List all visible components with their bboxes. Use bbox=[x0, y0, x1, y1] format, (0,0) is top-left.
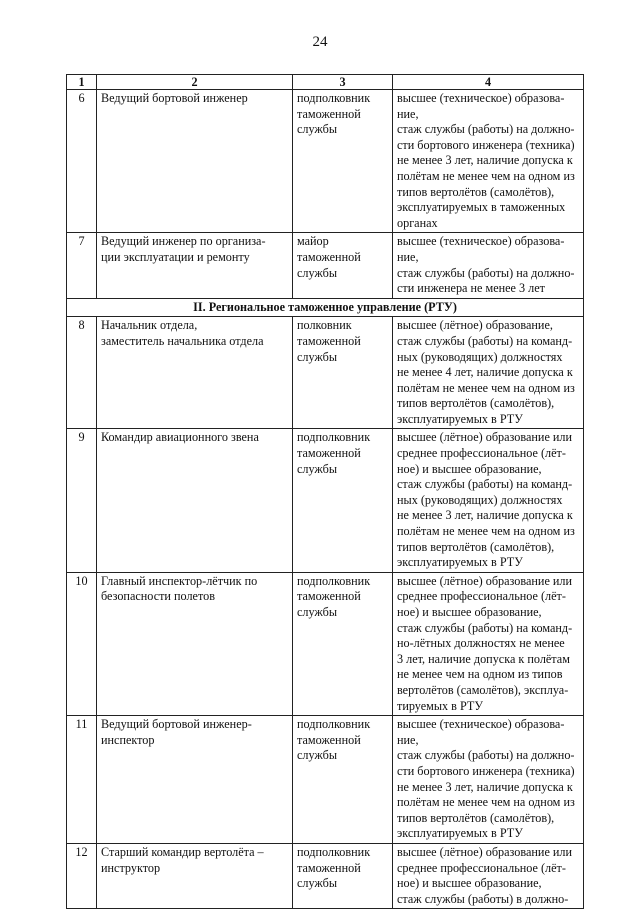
cell-line: ние, bbox=[397, 106, 419, 121]
cell-line: ние, bbox=[397, 732, 419, 747]
cell-line: среднее профессиональное (лёт- bbox=[397, 589, 566, 604]
cell-line: не менее 4 лет, наличие допуска к bbox=[397, 365, 573, 380]
cell-line: но-лётных должностях не менее bbox=[397, 636, 565, 651]
position-cell bbox=[97, 716, 293, 844]
cell-line: высшее (техническое) образова- bbox=[397, 234, 565, 249]
cell-line: тируемых в РТУ bbox=[397, 698, 483, 713]
cell-line: подполковник bbox=[297, 844, 371, 859]
position-cell bbox=[97, 233, 293, 298]
requirements-cell bbox=[393, 90, 584, 233]
row-number: 12 bbox=[67, 843, 97, 908]
cell-line: таможенной bbox=[297, 249, 361, 264]
cell-line: Ведущий бортовой инженер bbox=[101, 91, 248, 105]
cell-line: инструктор bbox=[101, 860, 161, 875]
rank-cell bbox=[293, 716, 393, 844]
cell-line: эксплуатируемых в РТУ bbox=[397, 555, 523, 570]
cell-line: ное) и высшее образование, bbox=[397, 876, 542, 891]
cell-line: сти бортового инженера (техника) bbox=[397, 137, 575, 152]
column-header: 1 bbox=[67, 75, 97, 90]
cell-line: ных (руководящих) должностях bbox=[397, 492, 563, 507]
cell-line: Старший командир вертолёта – bbox=[101, 844, 264, 859]
cell-line: типов вертолётов (самолётов), bbox=[397, 184, 555, 199]
positions-table bbox=[66, 74, 584, 909]
section-row bbox=[67, 298, 584, 317]
table-row bbox=[67, 429, 584, 572]
cell-line: полковник bbox=[297, 318, 352, 333]
table-row bbox=[67, 572, 584, 715]
cell-line: таможенной bbox=[297, 589, 361, 604]
cell-line: высшее (лётное) образование или bbox=[397, 844, 573, 859]
rank-cell bbox=[293, 90, 393, 233]
cell-line: стаж службы (работы) на команд- bbox=[397, 620, 573, 635]
cell-line: ных (руководящих) должностях bbox=[397, 349, 563, 364]
requirements-cell bbox=[393, 716, 584, 844]
cell-line: типов вертолётов (самолётов), bbox=[397, 396, 555, 411]
cell-line: подполковник bbox=[297, 430, 371, 445]
cell-line: сти инженера не менее 3 лет bbox=[397, 281, 545, 296]
rank-cell bbox=[293, 317, 393, 429]
cell-line: таможенной bbox=[297, 860, 361, 875]
cell-line: типов вертолётов (самолётов), bbox=[397, 810, 555, 825]
cell-line: стаж службы (работы) на команд- bbox=[397, 333, 573, 348]
rank-cell bbox=[293, 429, 393, 572]
cell-line: высшее (техническое) образова- bbox=[397, 91, 565, 105]
cell-line: таможенной bbox=[297, 106, 361, 121]
table-row bbox=[67, 843, 584, 908]
requirements-cell bbox=[393, 317, 584, 429]
cell-line: эксплуатируемых в РТУ bbox=[397, 826, 523, 841]
table-row bbox=[67, 90, 584, 233]
cell-line: ное) и высшее образование, bbox=[397, 605, 542, 619]
cell-line: органах bbox=[397, 215, 438, 230]
cell-line: стаж службы (работы) в должно- bbox=[397, 891, 569, 906]
cell-line: инспектор bbox=[101, 732, 155, 747]
column-header: 2 bbox=[97, 75, 293, 90]
cell-line: сти бортового инженера (техника) bbox=[397, 763, 575, 778]
table-row bbox=[67, 716, 584, 844]
cell-line: высшее (лётное) образование или bbox=[397, 430, 573, 445]
cell-line: службы bbox=[297, 748, 338, 763]
cell-line: Ведущий бортовой инженер- bbox=[101, 717, 252, 732]
cell-line: эксплуатируемых в таможенных bbox=[397, 200, 566, 215]
page-number: 24 bbox=[312, 34, 328, 50]
cell-line: Главный инспектор-лётчик по bbox=[101, 573, 258, 588]
cell-line: полётам не менее чем на одном из bbox=[397, 168, 575, 183]
cell-line: полётам не менее чем на одном из bbox=[397, 380, 575, 395]
row-number: 11 bbox=[67, 716, 97, 844]
cell-line: типов вертолётов (самолётов), bbox=[397, 539, 555, 554]
cell-line: высшее (лётное) образование или bbox=[397, 573, 573, 588]
requirements-cell bbox=[393, 233, 584, 298]
cell-line: службы bbox=[297, 265, 338, 280]
cell-line: ции эксплуатации и ремонту bbox=[101, 249, 250, 264]
row-number: 8 bbox=[67, 317, 97, 429]
cell-line: службы bbox=[297, 605, 338, 619]
row-number: 9 bbox=[67, 429, 97, 572]
position-cell bbox=[97, 572, 293, 715]
rank-cell bbox=[293, 233, 393, 298]
position-cell bbox=[97, 90, 293, 233]
position-cell bbox=[97, 429, 293, 572]
cell-line: не менее 3 лет, наличие допуска к bbox=[397, 508, 573, 523]
cell-line: таможенной bbox=[297, 446, 361, 461]
cell-line: службы bbox=[297, 461, 338, 476]
cell-line: не менее 3 лет, наличие допуска к bbox=[397, 779, 573, 794]
cell-line: майор bbox=[297, 234, 329, 249]
cell-line: службы bbox=[297, 122, 338, 137]
cell-line: среднее профессиональное (лёт- bbox=[397, 860, 566, 875]
cell-line: полётам не менее чем на одном из bbox=[397, 795, 575, 810]
cell-line: безопасности полетов bbox=[101, 589, 215, 604]
row-number: 7 bbox=[67, 233, 97, 298]
cell-line: вертолётов (самолётов), эксплуа- bbox=[397, 682, 569, 697]
cell-line: службы bbox=[297, 876, 338, 891]
cell-line: подполковник bbox=[297, 717, 371, 732]
requirements-cell bbox=[393, 429, 584, 572]
rank-cell bbox=[293, 572, 393, 715]
cell-line: не менее чем на одном из типов bbox=[397, 667, 563, 682]
cell-line: полётам не менее чем на одном из bbox=[397, 524, 575, 539]
cell-line: подполковник bbox=[297, 573, 371, 588]
cell-line: ние, bbox=[397, 249, 419, 264]
cell-line: службы bbox=[297, 349, 338, 364]
row-number: 10 bbox=[67, 572, 97, 715]
cell-line: 3 лет, наличие допуска к полётам bbox=[397, 651, 570, 666]
cell-line: эксплуатируемых в РТУ bbox=[397, 411, 523, 426]
table-header-row bbox=[67, 75, 584, 90]
cell-line: высшее (техническое) образова- bbox=[397, 717, 565, 732]
requirements-cell bbox=[393, 843, 584, 908]
cell-line: Командир авиационного звена bbox=[101, 430, 259, 445]
rank-cell bbox=[293, 843, 393, 908]
cell-line: подполковник bbox=[297, 91, 371, 105]
cell-line: стаж службы (работы) на должно- bbox=[397, 122, 575, 137]
table-row bbox=[67, 317, 584, 429]
cell-line: Ведущий инженер по организа- bbox=[101, 234, 266, 249]
cell-line: Начальник отдела, bbox=[101, 318, 198, 333]
position-cell bbox=[97, 317, 293, 429]
cell-line: не менее 3 лет, наличие допуска к bbox=[397, 153, 573, 168]
cell-line: таможенной bbox=[297, 732, 361, 747]
cell-line: таможенной bbox=[297, 333, 361, 348]
cell-line: стаж службы (работы) на должно- bbox=[397, 748, 575, 763]
requirements-cell bbox=[393, 572, 584, 715]
row-number: 6 bbox=[67, 90, 97, 233]
column-header: 3 bbox=[293, 75, 393, 90]
cell-line: среднее профессиональное (лёт- bbox=[397, 446, 566, 461]
column-header: 4 bbox=[393, 75, 584, 90]
cell-line: высшее (лётное) образование, bbox=[397, 318, 553, 333]
cell-line: стаж службы (работы) на должно- bbox=[397, 265, 575, 280]
section-title: II. Региональное таможенное управление (РТУ) bbox=[67, 298, 584, 317]
cell-line: ное) и высшее образование, bbox=[397, 461, 542, 476]
table-row bbox=[67, 233, 584, 298]
cell-line: заместитель начальника отдела bbox=[101, 333, 264, 348]
position-cell bbox=[97, 843, 293, 908]
cell-line: стаж службы (работы) на команд- bbox=[397, 477, 573, 492]
